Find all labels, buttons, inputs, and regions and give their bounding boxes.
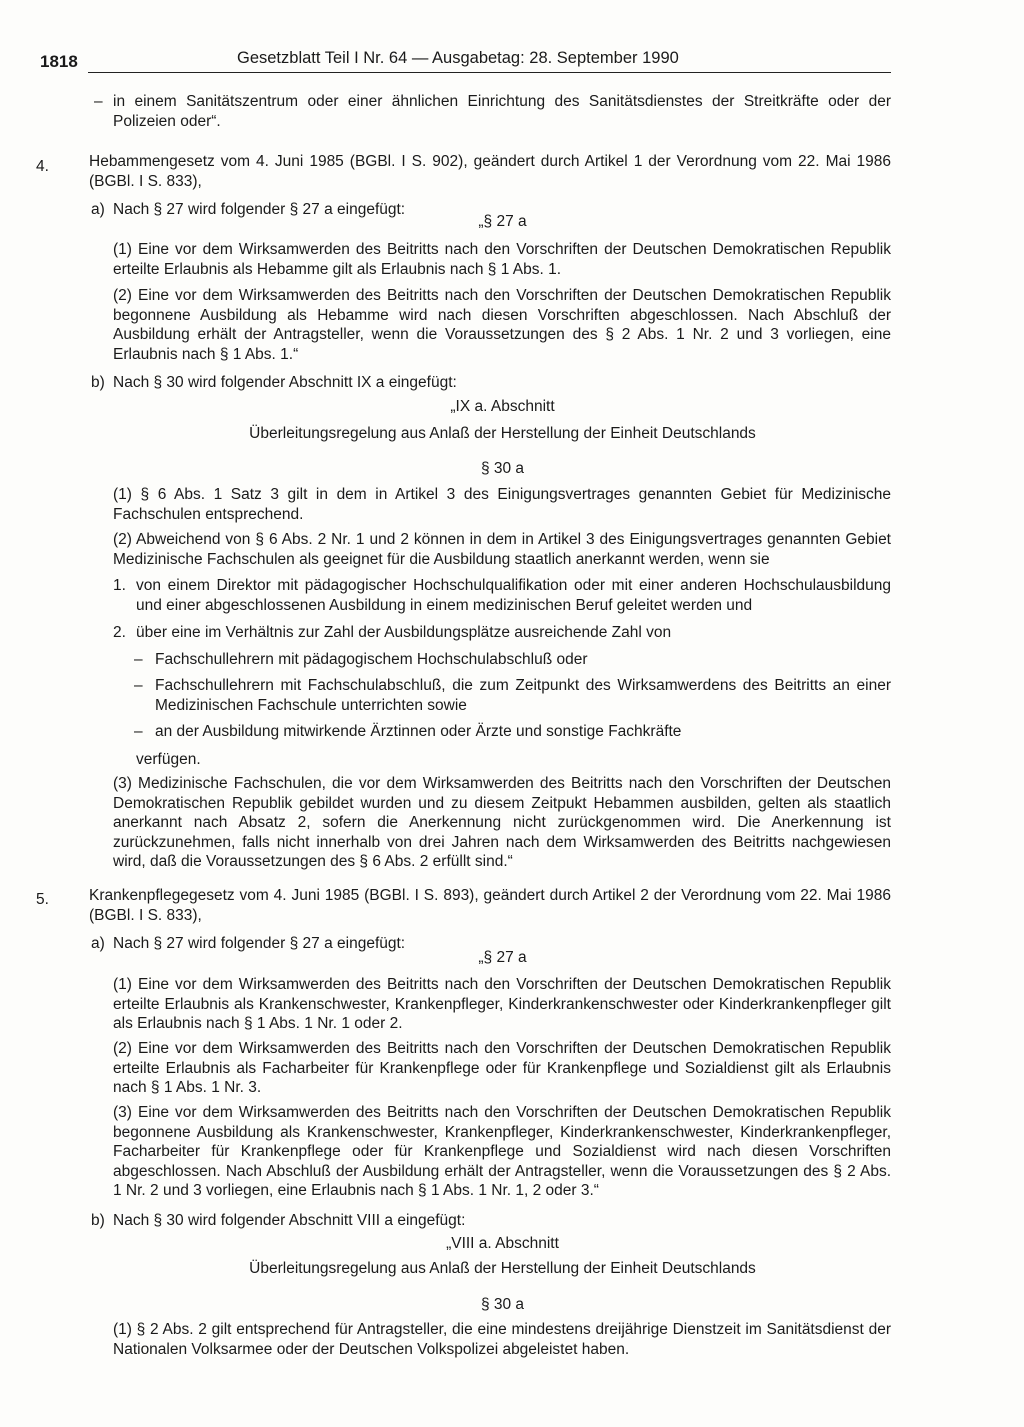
item-5b-subheading: Überleitungsregelung aus Anlaß der Herstellung der Einheit Deutschlands xyxy=(249,1260,756,1277)
item-5b-paragraph-1: (1) § 2 Abs. 2 gilt entsprechend für Antragsteller, die eine mindestens dreijährige Dienstzeit im Sanitätsdienst der Nationalen Volksarmee oder der Deutschen Volkspolizei abgeleistet haben. xyxy=(113,1321,891,1358)
item-4b-label: b) xyxy=(91,374,105,391)
item-5-text: Krankenpflegegesetz vom 4. Juni 1985 (BGBl. I S. 893), geändert durch Artikel 2 der Verordnung vom 22. Mai 1986 (BGBl. I S. 833), xyxy=(89,887,891,924)
item-4b-list-2-number: 2. xyxy=(113,624,126,641)
item-4a-text: Nach § 27 wird folgender § 27 a eingefügt: xyxy=(113,201,406,218)
item-4a-label: a) xyxy=(91,201,105,218)
item-5b-label: b) xyxy=(91,1212,105,1229)
item-4b-heading: „IX a. Abschnitt xyxy=(450,398,555,415)
item-4a-paragraph-2: (2) Eine vor dem Wirksamwerden des Beitritts nach den Vorschriften der Deutschen Demokratischen Republik begonnene Ausbildung als Hebamme wird nach diesen Vorschriften abgeschlossen. Nach Abschluß der Ausbildung erhält der Antragsteller, wenn die Voraussetzungen des § 2 Abs. 1 Nr. 2 und 3 vorliegen, eine Erlaubnis nach § 1 Abs. 1.“ xyxy=(113,287,891,363)
header-rule xyxy=(88,72,891,73)
item-5b-section: § 30 a xyxy=(480,1296,525,1313)
item-5a-paragraph-2: (2) Eine vor dem Wirksamwerden des Beitritts nach den Vorschriften der Deutschen Demokratischen Republik erteilte Erlaubnis als Facharbeiter für Krankenpflege oder für Krankenpflege und Sozialdienst gilt als Erlaubnis nach § 1 Abs. 1 Nr. 3. xyxy=(113,1040,891,1096)
dash-marker: – xyxy=(134,651,143,668)
item-4-number: 4. xyxy=(36,158,49,175)
page-number: 1818 xyxy=(40,52,78,71)
item-5a-text: Nach § 27 wird folgender § 27 a eingefügt: xyxy=(113,935,406,952)
item-5a-paragraph-3: (3) Eine vor dem Wirksamwerden des Beitritts nach den Vorschriften der Deutschen Demokratischen Republik begonnene Ausbildung als Krankenschwester, Krankenpfleger, Kinderkrankenschwester, Kinderkrankenpfleger, Facharbeiter für Krankenpflege oder für Krankenpflege und Sozialdienst wird nach diesen Vorschriften abgeschlossen. Nach Abschluß der Ausbildung erhält der Antragsteller, wenn die Voraussetzungen des § 2 Abs. 1 Nr. 2 und 3 vorliegen, eine Erlaubnis nach § 1 Abs. 1 Nr. 1, 2 oder 3.“ xyxy=(113,1104,891,1199)
intro-dash: – xyxy=(94,93,103,110)
item-4b-section: § 30 a xyxy=(480,460,525,477)
item-5a-heading: „§ 27 a xyxy=(478,949,527,966)
item-4a-paragraph-1: (1) Eine vor dem Wirksamwerden des Beitritts nach den Vorschriften der Deutschen Demokratischen Republik erteilte Erlaubnis als Hebamme gilt als Erlaubnis nach § 1 Abs. 1. xyxy=(113,241,891,278)
item-4b-list-1-number: 1. xyxy=(113,577,126,594)
item-4a-heading: „§ 27 a xyxy=(478,213,527,230)
dash-marker: – xyxy=(134,723,143,740)
item-5a-paragraph-1: (1) Eine vor dem Wirksamwerden des Beitritts nach den Vorschriften der Deutschen Demokratischen Republik erteilte Erlaubnis als Krankenschwester, Krankenpfleger, Kinderkrankenschwester oder Kinderkrankenpfleger gilt als Erlaubnis nach § 1 Abs. 1 Nr. 1 oder 2. xyxy=(113,976,891,1032)
item-4b-dash-2: Fachschullehrern mit Fachschulabschluß, die zum Zeitpunkt des Wirksamwerdens des Beitritts an einer Medizinischen Fachschule unterrichten sowie xyxy=(155,677,891,714)
item-5b-text: Nach § 30 wird folgender Abschnitt VIII a eingefügt: xyxy=(113,1212,466,1229)
item-5b-heading: „VIII a. Abschnitt xyxy=(446,1235,559,1252)
item-4b-dash-1: Fachschullehrern mit pädagogischem Hochschulabschluß oder xyxy=(155,651,588,668)
intro-text: in einem Sanitätszentrum oder einer ähnlichen Einrichtung des Sanitätsdienstes der Streitkräfte oder der Polizeien oder“. xyxy=(113,93,891,130)
item-5a-label: a) xyxy=(91,935,105,952)
item-4b-paragraph-2: (2) Abweichend von § 6 Abs. 2 Nr. 1 und 2 können in dem in Artikel 3 des Einigungsvertrages genannten Gebiet Medizinische Fachschulen als geeignet für die Ausbildung staatlich anerkannt werden, wenn sie xyxy=(113,531,891,568)
item-4b-text: Nach § 30 wird folgender Abschnitt IX a eingefügt: xyxy=(113,374,457,391)
item-5-number: 5. xyxy=(36,891,49,908)
item-4b-paragraph-3: (3) Medizinische Fachschulen, die vor dem Wirksamwerden des Beitritts nach den Vorschriften der Deutschen Demokratischen Republik gebildet wurden und zu diesem Zeitpukt Hebammen ausbilden, gelten als staatlich anerkannt nach Absatz 2, sofern die Anerkennung nicht zurückgenommen wird. Die Anerkennung ist zurückzunehmen, falls nicht innerhalb von drei Jahren nach dem Wirksamwerden des Beitritts nachgewiesen wird, daß die Voraussetzungen des § 6 Abs. 2 erfüllt sind.“ xyxy=(113,775,891,870)
item-4b-verfuegen: verfügen. xyxy=(136,751,201,768)
gazette-header-title: Gesetzblatt Teil I Nr. 64 — Ausgabetag: 28. September 1990 xyxy=(237,49,679,67)
item-4-text: Hebammengesetz vom 4. Juni 1985 (BGBl. I S. 902), geändert durch Artikel 1 der Verordnung vom 22. Mai 1986 (BGBl. I S. 833), xyxy=(89,153,891,190)
item-4b-list-1-text: von einem Direktor mit pädagogischer Hochschulqualifikation oder mit einer anderen Hochschulausbildung und einer abgeschlossenen Ausbildung in einem medizinischen Beruf geleitet werden und xyxy=(136,577,891,614)
item-4b-dash-3: an der Ausbildung mitwirkende Ärztinnen oder Ärzte und sonstige Fachkräfte xyxy=(155,723,682,740)
item-4b-subheading: Überleitungsregelung aus Anlaß der Herstellung der Einheit Deutschlands xyxy=(249,425,756,442)
item-4b-paragraph-1: (1) § 6 Abs. 1 Satz 3 gilt in dem in Artikel 3 des Einigungsvertrages genannten Gebiet für Medizinische Fachschulen entsprechend. xyxy=(113,486,891,523)
dash-marker: – xyxy=(134,677,143,694)
item-4b-list-2-text: über eine im Verhältnis zur Zahl der Ausbildungsplätze ausreichende Zahl von xyxy=(136,624,672,641)
